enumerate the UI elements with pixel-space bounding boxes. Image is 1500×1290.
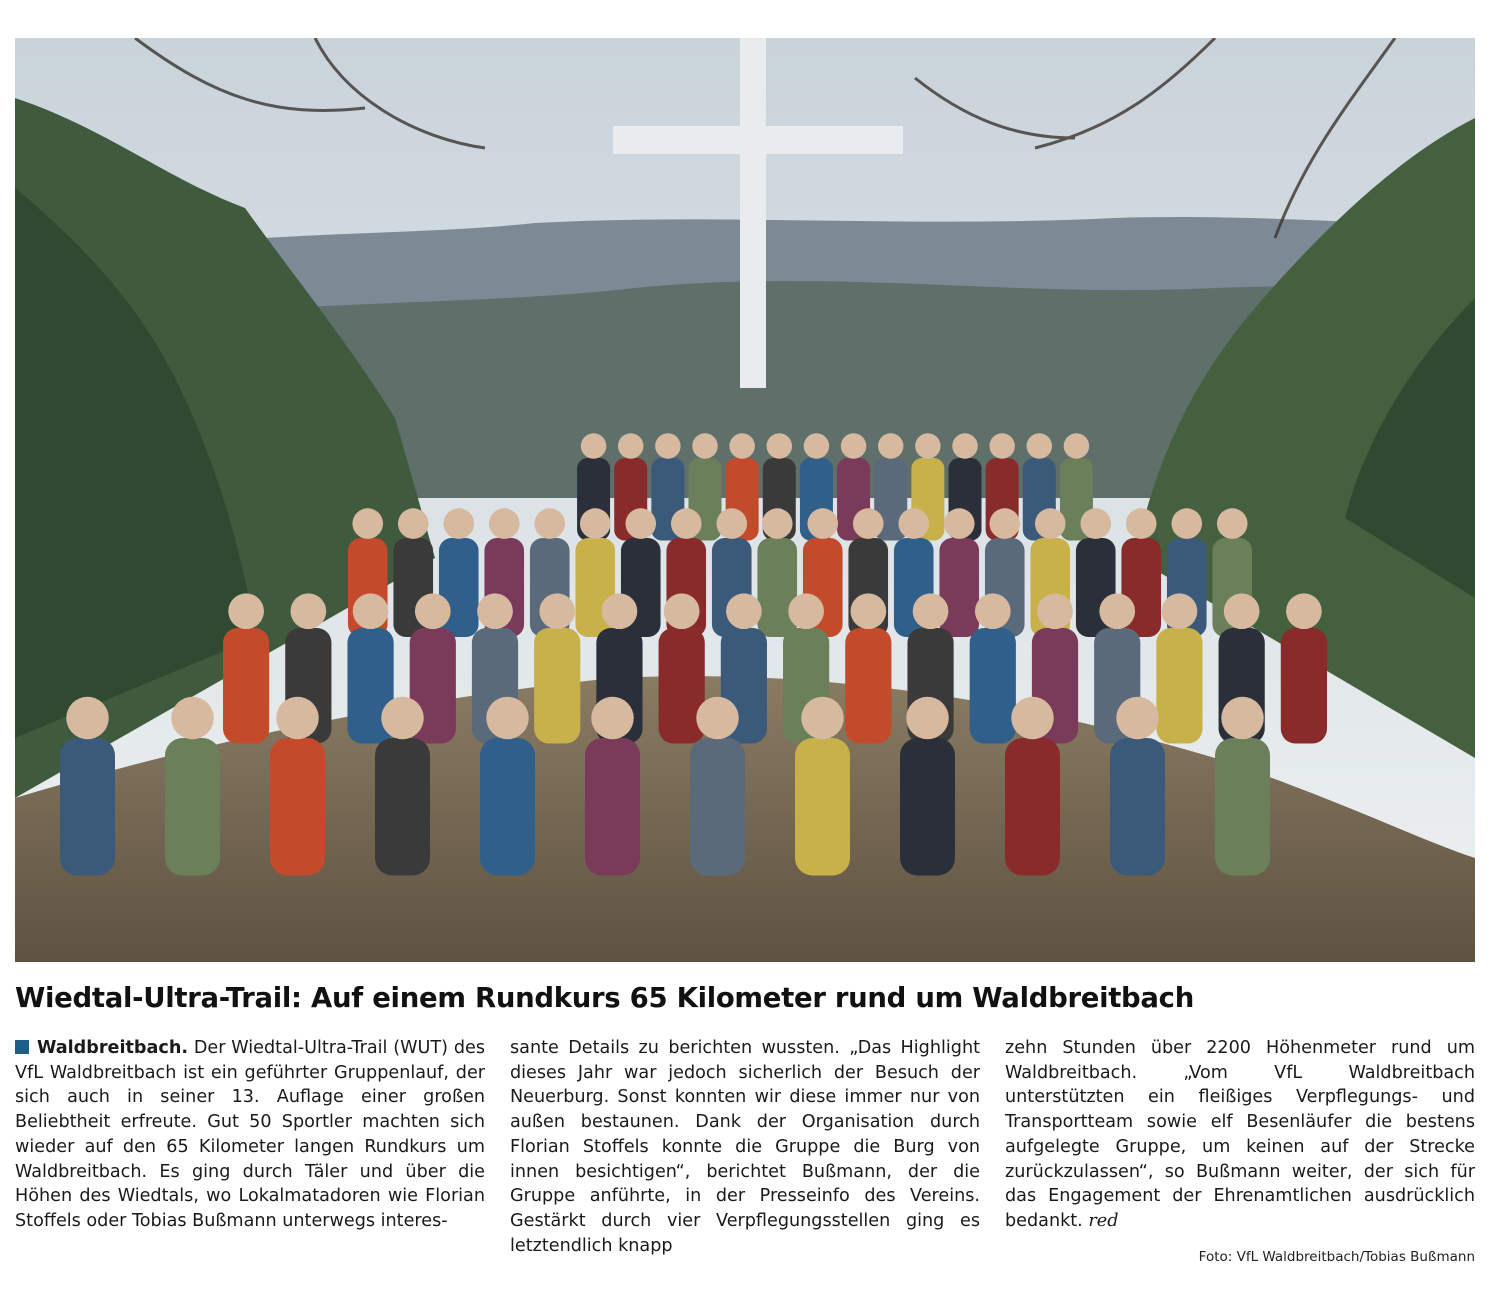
article-headline: Wiedtal-Ultra-Trail: Auf einem Rundkurs 65 Kilometer rund um Waldbreitbach: [15, 982, 1194, 1014]
article-column-2: [510, 1036, 980, 1276]
group-photo-icon: [15, 38, 1475, 962]
article-column-1: [15, 1036, 485, 1276]
article-photo: [15, 38, 1475, 962]
photo-credit: Foto: VfL Waldbreitbach/Tobias Bußmann: [1198, 1249, 1475, 1265]
column-1-text: Der Wiedtal-Ultra-Trail (WUT) des VfL Waldbreitbach ist ein geführter Gruppenlauf, der sich auch in seiner 13. Auflage einer großen Beliebtheit erfreute. Gut 50 Sportler machten sich wieder auf den 65 Kilometer langen Rundkurs um Waldbreitbach. Es ging durch Täler und über die Höhen des Wiedtals, wo Lokalmatadoren wie Florian Stoffels oder Tobias Bußmann unterwegs interes-: [15, 1038, 485, 1231]
section-marker-icon: [15, 1040, 29, 1054]
column-3-text: zehn Stunden über 2200 Höhenmeter rund um Waldbreitbach. „Vom VfL Waldbreitbach unterstützten ein fleißiges Verpflegungs- und Transportteam sowie elf Besenläufer die bestens aufgelegte Gruppe, um keinen auf der Strecke zurückzulassen“, so Bußmann weiter, der sich für das Engagement der Ehrenamtlichen ausdrücklich bedankt.: [1005, 1038, 1475, 1231]
article-body: [15, 1036, 1475, 1276]
dateline: Waldbreitbach.: [37, 1038, 189, 1058]
article-column-3: [1005, 1036, 1475, 1276]
author-initials: red: [1088, 1210, 1119, 1231]
column-2-text: sante Details zu berichten wussten. „Das Highlight dieses Jahr war jedoch sicherlich der Besuch der Neuerburg. Sonst konnten wir diese immer nur von außen bestaunen. Dank der Organisation durch Florian Stoffels konnte die Gruppe die Burg von innen besichtigen“, berichtet Bußmann, der die Gruppe anführte, in der Presseinfo des Vereins. Gestärkt durch vier Verpflegungsstellen ging es letztendlich knapp: [510, 1038, 980, 1256]
